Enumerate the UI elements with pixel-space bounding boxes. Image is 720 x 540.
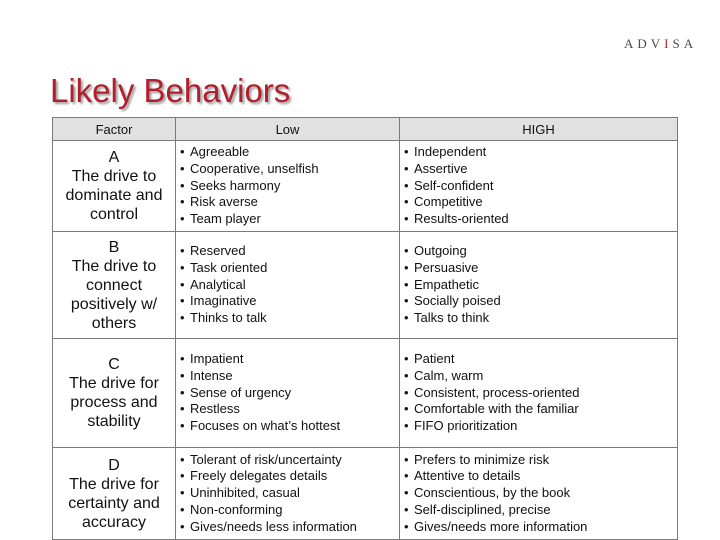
list-item: • Conscientious, by the book — [404, 485, 673, 502]
list-item: • Consistent, process-oriented — [404, 385, 673, 402]
list-item: • Cooperative, unselfish — [180, 161, 395, 178]
list-item: • Competitive — [404, 194, 673, 211]
list-item: • Attentive to details — [404, 468, 673, 485]
list-item: • Gives/needs less information — [180, 519, 395, 536]
factor-drive: The drive to dominate and control — [65, 168, 163, 223]
list-item: • Intense — [180, 368, 395, 385]
list-item: • Team player — [180, 211, 395, 228]
behaviors-table — [52, 117, 678, 540]
table-header-row — [53, 118, 678, 141]
low-list — [180, 243, 395, 327]
list-item: • Sense of urgency — [180, 385, 395, 402]
high-list — [404, 351, 673, 435]
list-item: • Patient — [404, 351, 673, 368]
high-cell — [400, 141, 678, 232]
header-low: Low — [176, 118, 400, 141]
list-item: • Thinks to talk — [180, 310, 395, 327]
list-item: • Seeks harmony — [180, 178, 395, 195]
low-list — [180, 452, 395, 536]
high-cell — [400, 339, 678, 448]
list-item: • Task oriented — [180, 260, 395, 277]
header-high: HIGH — [400, 118, 678, 141]
factor-cell — [53, 141, 176, 232]
list-item: • FIFO prioritization — [404, 418, 673, 435]
high-cell — [400, 448, 678, 540]
list-item: • Freely delegates details — [180, 468, 395, 485]
list-item: • Self-disciplined, precise — [404, 502, 673, 519]
low-list — [180, 351, 395, 435]
low-cell — [176, 141, 400, 232]
high-list — [404, 452, 673, 536]
factor-cell — [53, 232, 176, 339]
factor-drive: The drive for process and stability — [69, 375, 159, 430]
high-cell — [400, 232, 678, 339]
list-item: • Non-conforming — [180, 502, 395, 519]
factor-letter: C — [108, 356, 120, 373]
list-item: • Impatient — [180, 351, 395, 368]
high-list — [404, 144, 673, 228]
list-item: • Uninhibited, casual — [180, 485, 395, 502]
list-item: • Self-confident — [404, 178, 673, 195]
list-item: • Focuses on what’s hottest — [180, 418, 395, 435]
list-item: • Socially poised — [404, 293, 673, 310]
list-item: • Prefers to minimize risk — [404, 452, 673, 469]
low-cell — [176, 232, 400, 339]
list-item: • Talks to think — [404, 310, 673, 327]
low-list — [180, 144, 395, 228]
factor-cell — [53, 448, 176, 540]
low-cell — [176, 339, 400, 448]
header-factor: Factor — [53, 118, 176, 141]
list-item: • Independent — [404, 144, 673, 161]
factor-letter: D — [108, 456, 120, 474]
list-item: • Assertive — [404, 161, 673, 178]
factor-letter: A — [108, 149, 120, 166]
page-title: Likely Behaviors — [50, 72, 291, 109]
list-item: • Outgoing — [404, 243, 673, 260]
list-item: • Gives/needs more information — [404, 519, 673, 536]
list-item: • Results-oriented — [404, 211, 673, 228]
factor-drive: The drive to connect positively w/ others — [70, 257, 158, 332]
list-item: • Tolerant of risk/uncertainty — [180, 452, 395, 469]
advisa-logo: ADVISA — [624, 36, 698, 51]
table-row — [53, 339, 678, 448]
list-item: • Empathetic — [404, 277, 673, 294]
low-cell — [176, 448, 400, 540]
table-row — [53, 232, 678, 339]
list-item: • Agreeable — [180, 144, 395, 161]
list-item: • Comfortable with the familiar — [404, 401, 673, 418]
list-item: • Restless — [180, 401, 395, 418]
list-item: • Risk averse — [180, 194, 395, 211]
factor-letter: B — [108, 238, 120, 256]
list-item: • Analytical — [180, 277, 395, 294]
table-row — [53, 448, 678, 540]
list-item: • Calm, warm — [404, 368, 673, 385]
table-row — [53, 141, 678, 232]
list-item: • Persuasive — [404, 260, 673, 277]
high-list — [404, 243, 673, 327]
list-item: • Imaginative — [180, 293, 395, 310]
factor-drive: The drive for certainty and accuracy — [68, 475, 160, 531]
list-item: • Reserved — [180, 243, 395, 260]
factor-cell — [53, 339, 176, 448]
